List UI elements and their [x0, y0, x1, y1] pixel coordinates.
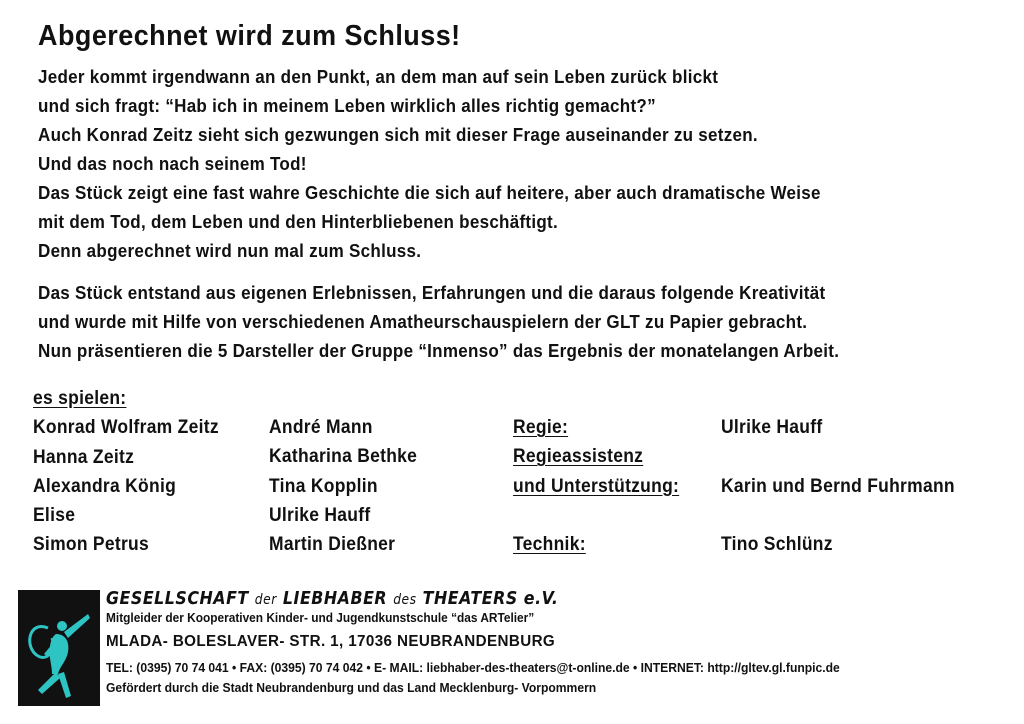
intro-line: Auch Konrad Zeitz sieht sich gezwungen sich mit dieser Frage auseinander zu setzen. [38, 124, 758, 145]
cast-actor: Tina Kopplin [269, 475, 378, 497]
assist-name: Karin und Bernd Fuhrmann [721, 475, 955, 497]
contact-line: TEL: (0395) 70 74 041 • FAX: (0395) 70 74 042 • E- MAIL: liebhaber-des-theaters@t-online.de • INTERNET: http://gltev.gl.funpic.de [106, 661, 840, 675]
technik-name: Tino Schlünz [721, 534, 833, 556]
organization-name [106, 588, 772, 609]
org-name-connector: des [393, 592, 417, 608]
intro-line: Und das noch nach seinem Tod! [38, 153, 307, 174]
dancer-with-ribbon-icon [18, 590, 100, 706]
assist-label-continued: und Unterstützung: [513, 475, 680, 497]
regie-name: Ulrike Hauff [721, 417, 823, 438]
assist-label: Regieassistenz [513, 446, 644, 468]
crew-labels-column [513, 413, 694, 559]
org-name-part: GESELLSCHAFT [106, 588, 249, 609]
org-name-connector: der [254, 592, 277, 608]
cast-actor: Ulrike Hauff [269, 504, 371, 526]
cast-heading: es spielen: [33, 388, 127, 409]
intro-line: Jeder kommt irgendwann an den Punkt, an dem man auf sein Leben zurück blickt [38, 66, 719, 87]
cast-role: Konrad Wolfram Zeitz [33, 417, 219, 439]
org-name-part: THEATERS e.V. [422, 588, 559, 609]
org-name-part: LIEBHABER [282, 588, 388, 609]
intro-paragraph [38, 62, 821, 265]
story-line: und wurde mit Hilfe von verschiedenen Amatheurschauspielern der GLT zu Papier gebracht. [38, 311, 808, 332]
cast-actor: Katharina Bethke [269, 446, 418, 468]
cast-roles-column [33, 384, 235, 560]
regie-label: Regie: [513, 417, 569, 438]
cast-actor: André Mann [269, 417, 373, 438]
page-title: Abgerechnet wird zum Schluss! [38, 20, 461, 52]
intro-line: Denn abgerechnet wird nun mal zum Schluss. [38, 240, 422, 261]
cast-actors-column [269, 413, 430, 559]
cast-role: Elise [33, 505, 76, 527]
intro-line: mit dem Tod, dem Leben und den Hinterbliebenen beschäftigt. [38, 211, 558, 232]
cast-section [0, 384, 1024, 564]
crew-names-column [721, 413, 975, 559]
cast-role: Hanna Zeitz [33, 446, 135, 468]
footer [18, 588, 1018, 712]
cast-actor: Martin Dießner [269, 534, 396, 556]
story-paragraph [38, 278, 839, 365]
membership-line: Mitgleider der Kooperativen Kinder- und Jugendkunstschule “das ARTelier” [106, 611, 535, 625]
cast-role: Alexandra König [33, 475, 177, 497]
technik-label: Technik: [513, 534, 586, 556]
story-line: Nun präsentieren die 5 Darsteller der Gruppe “Inmenso” das Ergebnis der monatelangen Arbeit. [38, 340, 840, 361]
story-line: Das Stück entstand aus eigenen Erlebnissen, Erfahrungen und die daraus folgende Kreativität [38, 282, 826, 303]
intro-line: und sich fragt: “Hab ich in meinem Leben wirklich alles richtig gemacht?” [38, 95, 656, 116]
funding-line: Gefördert durch die Stadt Neubrandenburg und das Land Mecklenburg- Vorpommern [106, 681, 597, 695]
intro-line: Das Stück zeigt eine fast wahre Geschichte die sich auf heitere, aber auch dramatische Weise [38, 182, 821, 203]
cast-role: Simon Petrus [33, 534, 149, 556]
footer-text [106, 588, 863, 695]
address-line: MLADA- BOLESLAVER- STR. 1, 17036 NEUBRANDENBURG [106, 633, 556, 650]
